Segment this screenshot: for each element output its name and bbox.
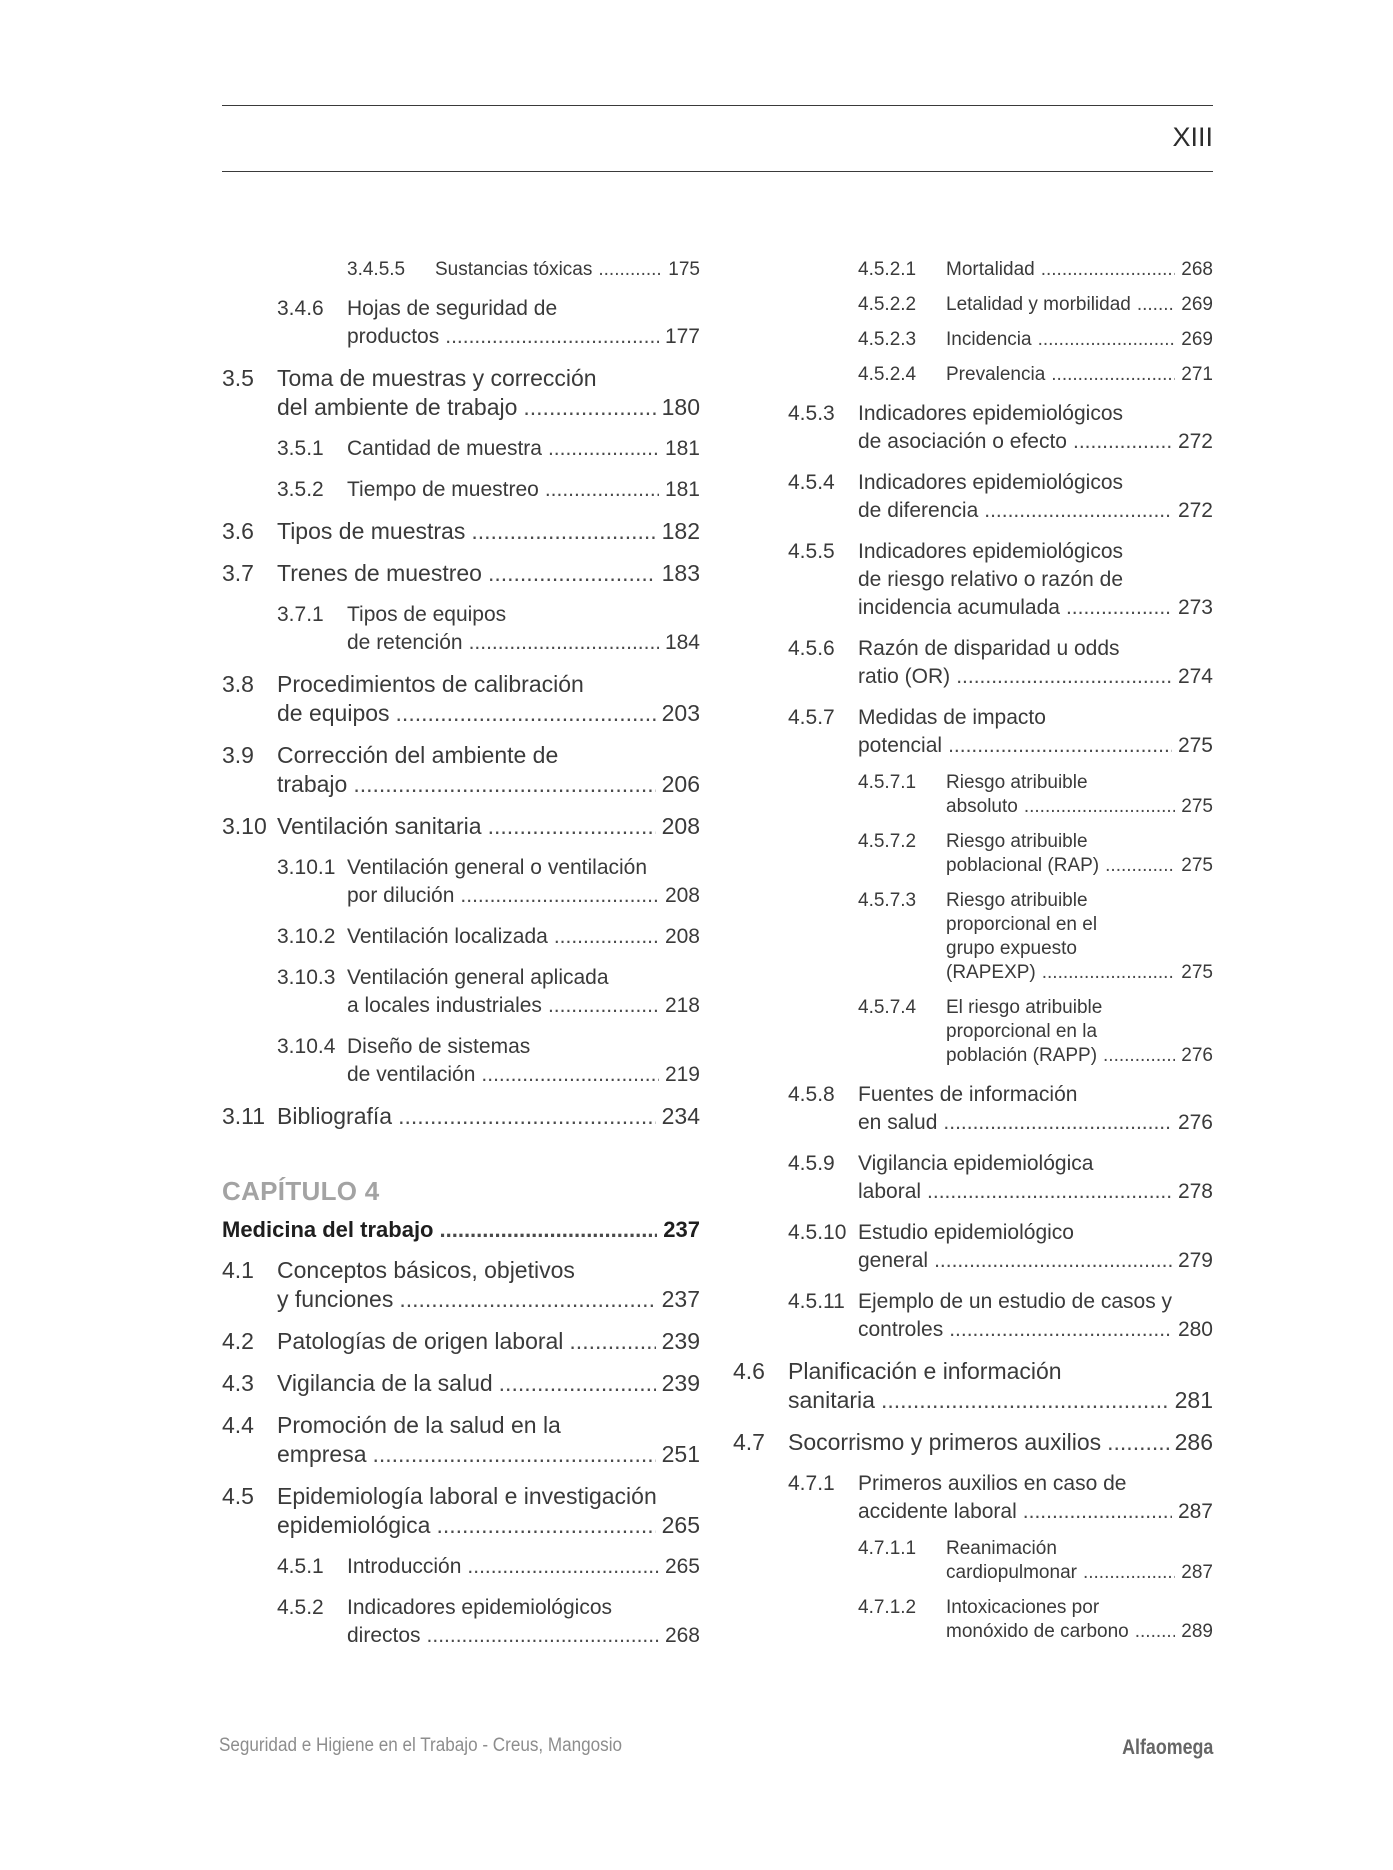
leader-dots [545, 476, 659, 504]
toc-entry-page: 286 [1174, 1429, 1213, 1455]
toc-entry[interactable] [733, 1428, 1213, 1457]
toc-entry-number: 3.10.2 [277, 925, 336, 948]
toc-entry-title-line: de ventilación [347, 1063, 476, 1086]
toc-entry-title-line: por dilución [347, 884, 455, 907]
toc-list-chapter-4 [222, 1256, 700, 1650]
toc-entry-title-line: Medidas de impacto [858, 706, 1046, 729]
toc-entry[interactable] [788, 704, 1213, 760]
toc-entry[interactable] [347, 258, 700, 282]
toc-entry-page: 237 [661, 1286, 700, 1312]
toc-entry[interactable] [222, 1369, 700, 1398]
leader-dots [1107, 1428, 1168, 1457]
toc-entry-number: 3.11 [222, 1103, 266, 1129]
toc-entry-title-line: Incidencia [946, 329, 1032, 350]
leader-dots [956, 663, 1172, 691]
page-number: XIII [1172, 122, 1213, 152]
toc-entry-page: 272 [1177, 430, 1213, 453]
toc-entry-number: 3.7 [222, 560, 254, 586]
toc-entry-title-line: Razón de disparidad u odds [858, 637, 1120, 660]
toc-entry-number: 4.5.2 [277, 1596, 324, 1619]
toc-entry-title-line: monóxido de carbono [946, 1621, 1129, 1642]
toc-entry-title-line: de asociación o efecto [858, 430, 1067, 453]
toc-entry-title-line: ratio (OR) [858, 665, 951, 688]
toc-entry-number: 4.5.7.1 [858, 772, 917, 793]
leader-dots [471, 517, 655, 546]
toc-entry-title-line: Cantidad de muestra [347, 437, 542, 460]
toc-entry[interactable] [858, 258, 1213, 282]
leader-dots [440, 1215, 658, 1245]
toc-entry-title-line: Vigilancia de la salud [277, 1370, 493, 1396]
toc-entry-title-line: empresa [277, 1441, 367, 1467]
leader-dots [353, 770, 655, 799]
leader-dots [554, 923, 659, 951]
toc-entry-title-line: en salud [858, 1111, 938, 1134]
toc-entry-number: 4.5.8 [788, 1083, 835, 1106]
toc-entry-page: 265 [661, 1512, 700, 1538]
leader-dots [396, 699, 656, 728]
leader-dots [372, 1440, 655, 1469]
toc-entry-title-line: Ventilación general o ventilación [347, 856, 648, 879]
toc-entry-title-line: accidente laboral [858, 1500, 1017, 1523]
toc-entry-number: 3.4.5.5 [347, 259, 406, 280]
toc-entry-title-line: controles [858, 1318, 944, 1341]
toc-entry-number: 4.5.9 [788, 1152, 835, 1175]
toc-entry-title-line: grupo expuesto [946, 938, 1077, 959]
leader-dots [436, 1511, 655, 1540]
toc-entry-number: 3.5 [222, 365, 254, 391]
toc-entry-title-line: cardiopulmonar [946, 1562, 1077, 1583]
toc-entry-title-line: Socorrismo y primeros auxilios [788, 1429, 1102, 1455]
toc-entry-page: 182 [661, 518, 700, 544]
toc-entry[interactable] [277, 1033, 700, 1089]
toc-entry-page: 218 [664, 994, 700, 1017]
toc-entry[interactable] [222, 812, 700, 841]
toc-entry[interactable] [222, 1411, 700, 1469]
leader-dots [1023, 1498, 1172, 1526]
toc-entry-page: 279 [1177, 1249, 1213, 1272]
toc-entry[interactable] [277, 1594, 700, 1650]
toc-entry-title-line: de equipos [277, 700, 390, 726]
toc-entry-page: 287 [1181, 1562, 1213, 1583]
toc-entry-title-line: a locales industriales [347, 994, 542, 1017]
toc-entry-number: 4.7 [733, 1429, 765, 1455]
toc-entry[interactable] [788, 1081, 1213, 1137]
leader-dots [445, 323, 659, 351]
leader-dots [1051, 363, 1175, 387]
toc-entry-page: 273 [1177, 596, 1213, 619]
toc-entry-page: 175 [668, 259, 700, 280]
toc-entry-number: 3.5.1 [277, 437, 324, 460]
toc-entry-number: 3.4.6 [277, 297, 324, 320]
toc-entry-number: 3.7.1 [277, 603, 324, 626]
toc-entry-page: 268 [664, 1624, 700, 1647]
toc-entry-title-line: productos [347, 325, 440, 348]
toc-entry-title-line: Fuentes de información [858, 1083, 1078, 1106]
toc-entry-page: 265 [664, 1555, 700, 1578]
toc-entry-title-line: proporcional en la [946, 1021, 1098, 1042]
toc-entry[interactable] [788, 1470, 1213, 1526]
chapter-page: 237 [663, 1217, 700, 1242]
toc-entry-title-line: trabajo [277, 771, 348, 797]
toc-entry[interactable] [277, 923, 700, 951]
toc-entry-title-line: absoluto [946, 796, 1018, 817]
leader-dots [1105, 854, 1175, 878]
toc-entry-number: 4.5.2.1 [858, 259, 917, 280]
leader-dots [934, 1247, 1172, 1275]
toc-entry[interactable] [222, 517, 700, 546]
toc-entry-title-line: Toma de muestras y corrección [277, 365, 597, 391]
toc-entry[interactable] [277, 601, 700, 657]
toc-entry[interactable] [222, 559, 700, 588]
chapter-heading [222, 1175, 700, 1245]
toc-entry-page: 278 [1177, 1180, 1213, 1203]
toc-entry[interactable] [277, 1553, 700, 1581]
toc-entry-title-line: sanitaria [788, 1387, 875, 1413]
toc-entry-title-line: Planificación e información [788, 1358, 1062, 1384]
toc-entry-number: 3.5.2 [277, 478, 324, 501]
toc-entry-title-line: Patologías de origen laboral [277, 1328, 564, 1354]
toc-entry-page: 289 [1181, 1621, 1213, 1642]
toc-entry[interactable] [858, 293, 1213, 317]
toc-entry-title-line: población (RAPP) [946, 1045, 1098, 1066]
toc-entry-number: 4.5.2.4 [858, 364, 917, 385]
toc-entry-title-line: Epidemiología laboral e investigación [277, 1483, 657, 1509]
leader-dots [467, 1553, 659, 1581]
toc-entry-number: 4.5.2.2 [858, 294, 917, 315]
toc-entry[interactable] [788, 635, 1213, 691]
toc-entry-title-line: Mortalidad [946, 259, 1035, 280]
toc-entry-page: 206 [661, 771, 700, 797]
toc-entry-page: 274 [1177, 665, 1213, 688]
toc-entry-page: 234 [661, 1103, 700, 1129]
toc-entry-title-line: Riesgo atribuible [946, 890, 1088, 911]
leader-dots [1137, 293, 1175, 317]
toc-entry-title-line: Hojas de seguridad de [347, 297, 558, 320]
leader-dots [881, 1386, 1169, 1415]
leader-dots [1066, 594, 1172, 622]
toc-entry[interactable] [858, 996, 1213, 1068]
toc-entry[interactable] [222, 1256, 700, 1314]
leader-dots [1073, 428, 1172, 456]
toc-entry-page: 275 [1181, 796, 1213, 817]
toc-entry-number: 4.7.1 [788, 1472, 835, 1495]
toc-entry-number: 4.2 [222, 1328, 254, 1354]
toc-entry-number: 4.5.1 [277, 1555, 324, 1578]
toc-entry-title-line: proporcional en el [946, 914, 1098, 935]
toc-entry-number: 4.7.1.1 [858, 1538, 917, 1559]
toc-entry-number: 4.5.7 [788, 706, 835, 729]
footer-publisher: Alfaomega [1121, 1736, 1213, 1759]
leader-dots [548, 992, 659, 1020]
leader-dots [481, 1061, 659, 1089]
toc-list-chapter-3 [222, 258, 700, 1131]
toc-entry[interactable] [222, 741, 700, 799]
toc-entry-title-line: Reanimación [946, 1538, 1057, 1559]
toc-entry-number: 4.7.1.2 [858, 1597, 917, 1618]
toc-entry-page: 275 [1181, 962, 1213, 983]
toc-entry-page: 208 [661, 813, 700, 839]
toc-entry-title-line: potencial [858, 734, 943, 757]
toc-entry-title-line: Vigilancia epidemiológica [858, 1152, 1094, 1175]
toc-entry-number: 3.10.1 [277, 856, 336, 879]
toc-entry[interactable] [277, 854, 700, 910]
toc-entry-title-line: Prevalencia [946, 364, 1046, 385]
toc-entry-page: 239 [661, 1328, 700, 1354]
toc-entry-title-line: incidencia acumulada [858, 596, 1060, 619]
toc-entry-number: 4.5.2.3 [858, 329, 917, 350]
toc-entry-title-line: Ejemplo de un estudio de casos y [858, 1290, 1173, 1313]
toc-entry[interactable] [788, 469, 1213, 525]
toc-entry-title-line: de retención [347, 631, 463, 654]
toc-entry[interactable] [277, 476, 700, 504]
toc-entry-title-line: Tiempo de muestreo [347, 478, 539, 501]
toc-entry[interactable] [788, 400, 1213, 456]
toc-entry-title-line: Indicadores epidemiológicos [858, 402, 1123, 425]
leader-dots [1135, 1620, 1176, 1644]
toc-entry-title-line: Tipos de muestras [277, 518, 466, 544]
leader-dots [949, 1316, 1172, 1344]
leader-dots [1041, 258, 1176, 282]
leader-dots [427, 1622, 659, 1650]
leader-dots [548, 435, 659, 463]
toc-entry-title-line: Riesgo atribuible [946, 772, 1088, 793]
footer-book-title: Seguridad e Higiene en el Trabajo - Creus, Mangosio [219, 1735, 623, 1756]
toc-entry-title-line: Indicadores epidemiológicos [858, 471, 1123, 494]
toc-entry-title-line: Ventilación sanitaria [277, 813, 482, 839]
toc-entry-number: 4.5.6 [788, 637, 835, 660]
toc-entry-page: 251 [661, 1441, 700, 1467]
toc-right-column [733, 258, 1213, 1644]
toc-entry-number: 4.5.7.4 [858, 997, 917, 1018]
chapter-title: Medicina del trabajo [222, 1217, 434, 1242]
toc-entry[interactable] [222, 1482, 700, 1540]
toc-entry-number: 4.1 [222, 1257, 254, 1283]
toc-entry[interactable] [222, 1327, 700, 1356]
leader-dots [1103, 1044, 1175, 1068]
toc-entry[interactable] [277, 435, 700, 463]
toc-entry-page: 239 [661, 1370, 700, 1396]
toc-entry-title-line: Conceptos básicos, objetivos [277, 1257, 575, 1283]
toc-entry-page: 268 [1181, 259, 1213, 280]
toc-entry-page: 177 [664, 325, 700, 348]
toc-entry-title-line: Promoción de la salud en la [277, 1412, 561, 1438]
toc-entry-page: 275 [1177, 734, 1213, 757]
toc-entry-title-line: Tipos de equipos [347, 603, 507, 626]
leader-dots [398, 1102, 656, 1131]
toc-entry-page: 280 [1177, 1318, 1213, 1341]
toc-entry[interactable] [733, 1357, 1213, 1415]
toc-entry-page: 281 [1174, 1387, 1213, 1413]
toc-left-column [222, 258, 700, 1650]
toc-entry-page: 203 [661, 700, 700, 726]
leader-dots [598, 258, 662, 282]
chapter-title-entry[interactable] [222, 1215, 700, 1245]
toc-entry-number: 4.4 [222, 1412, 254, 1438]
toc-entry-number: 4.5.7.2 [858, 831, 917, 852]
toc-entry-title-line: epidemiológica [277, 1512, 431, 1538]
toc-entry[interactable] [788, 538, 1213, 622]
leader-dots [499, 1369, 656, 1398]
toc-entry-number: 3.8 [222, 671, 254, 697]
toc-entry-title-line: Trenes de muestreo [277, 560, 482, 586]
toc-entry-number: 4.5.4 [788, 471, 835, 494]
toc-entry[interactable] [788, 1150, 1213, 1206]
toc-entry-number: 3.9 [222, 742, 254, 768]
leader-dots [488, 812, 656, 841]
toc-entry-page: 219 [664, 1063, 700, 1086]
toc-entry-page: 181 [664, 478, 700, 501]
toc-entry[interactable] [858, 771, 1213, 819]
toc-entry-number: 3.10 [222, 813, 267, 839]
toc-entry[interactable] [222, 1102, 700, 1131]
toc-entry-title-line: de riesgo relativo o razón de [858, 568, 1123, 591]
toc-entry-page: 276 [1181, 1045, 1213, 1066]
toc-entry-title-line: del ambiente de trabajo [277, 394, 518, 420]
leader-dots [460, 882, 659, 910]
toc-entry-title-line: Diseño de sistemas [347, 1035, 531, 1058]
toc-entry[interactable] [788, 1288, 1213, 1344]
leader-dots [399, 1285, 655, 1314]
toc-entry-title-line: Sustancias tóxicas [435, 259, 593, 280]
toc-entry-title-line: Ventilación localizada [347, 925, 548, 948]
toc-entry-title-line: directos [347, 1624, 421, 1647]
toc-entry-page: 180 [661, 394, 700, 420]
toc-entry-title-line: Letalidad y morbilidad [946, 294, 1131, 315]
toc-entry-title-line: poblacional (RAP) [946, 855, 1100, 876]
toc-entry-title-line: Corrección del ambiente de [277, 742, 559, 768]
toc-entry-title-line: Ventilación general aplicada [347, 966, 609, 989]
leader-dots [469, 629, 659, 657]
toc-entry-number: 4.5 [222, 1483, 254, 1509]
toc-entry[interactable] [788, 1219, 1213, 1275]
toc-entry[interactable] [222, 364, 700, 422]
leader-dots [927, 1178, 1172, 1206]
toc-entry-number: 3.10.3 [277, 966, 336, 989]
toc-entry-title-line: Procedimientos de calibración [277, 671, 584, 697]
chapter-label: CAPÍTULO 4 [222, 1176, 380, 1206]
leader-dots [569, 1327, 655, 1356]
toc-entry-title-line: Indicadores epidemiológicos [347, 1596, 612, 1619]
toc-entry-title-line: Estudio epidemiológico [858, 1221, 1074, 1244]
toc-entry-page: 287 [1177, 1500, 1213, 1523]
toc-entry-page: 269 [1181, 329, 1213, 350]
toc-entry-title-line: Primeros auxilios en caso de [858, 1472, 1127, 1495]
toc-entry-number: 4.5.10 [788, 1221, 847, 1244]
toc-entry-title-line: Indicadores epidemiológicos [858, 540, 1123, 563]
toc-entry-number: 4.5.5 [788, 540, 835, 563]
toc-entry[interactable] [858, 363, 1213, 387]
toc-entry-title-line: de diferencia [858, 499, 979, 522]
leader-dots [1083, 1561, 1175, 1585]
toc-entry[interactable] [277, 964, 700, 1020]
toc-entry[interactable] [858, 328, 1213, 352]
toc-entry-number: 3.10.4 [277, 1035, 336, 1058]
leader-dots [1042, 961, 1176, 985]
toc-entry-number: 4.6 [733, 1358, 765, 1384]
leader-dots [1024, 795, 1175, 819]
toc-entry[interactable] [858, 1596, 1213, 1644]
toc-entry-number: 3.6 [222, 518, 254, 544]
toc-entry-page: 276 [1177, 1111, 1213, 1134]
toc-entry-page: 275 [1181, 855, 1213, 876]
toc-entry-page: 183 [661, 560, 700, 586]
leader-dots [523, 393, 655, 422]
toc-entry-number: 4.5.3 [788, 402, 835, 425]
toc-entry-page: 208 [664, 884, 700, 907]
leader-dots [488, 559, 656, 588]
toc-entry-page: 272 [1177, 499, 1213, 522]
leader-dots [984, 497, 1172, 525]
toc-entry[interactable] [222, 670, 700, 728]
toc-entry-title-line: Introducción [347, 1555, 462, 1578]
header-rule-top [222, 105, 1213, 106]
toc-entry-page: 208 [664, 925, 700, 948]
toc-entry-page: 181 [664, 437, 700, 460]
toc-entry-page: 269 [1181, 294, 1213, 315]
toc-entry-title-line: Riesgo atribuible [946, 831, 1088, 852]
toc-entry-number: 4.5.7.3 [858, 890, 917, 911]
leader-dots [948, 732, 1172, 760]
header-rule-bottom [222, 171, 1213, 172]
toc-entry-title-line: Intoxicaciones por [946, 1597, 1100, 1618]
toc-entry-page: 271 [1181, 364, 1213, 385]
toc-entry-title-line: general [858, 1249, 929, 1272]
toc-entry-title-line: Bibliografía [277, 1103, 393, 1129]
leader-dots [943, 1109, 1172, 1137]
leader-dots [1038, 328, 1176, 352]
toc-entry-number: 4.3 [222, 1370, 254, 1396]
toc-entry[interactable] [858, 1537, 1213, 1585]
toc-entry[interactable] [858, 889, 1213, 985]
toc-entry-page: 184 [664, 631, 700, 654]
toc-entry[interactable] [277, 295, 700, 351]
toc-entry-title-line: y funciones [277, 1286, 394, 1312]
toc-entry-title-line: laboral [858, 1180, 922, 1203]
toc-entry[interactable] [858, 830, 1213, 878]
toc-entry-title-line: (RAPEXP) [946, 962, 1036, 983]
toc-entry-number: 4.5.11 [788, 1290, 845, 1313]
toc-entry-title-line: El riesgo atribuible [946, 997, 1103, 1018]
